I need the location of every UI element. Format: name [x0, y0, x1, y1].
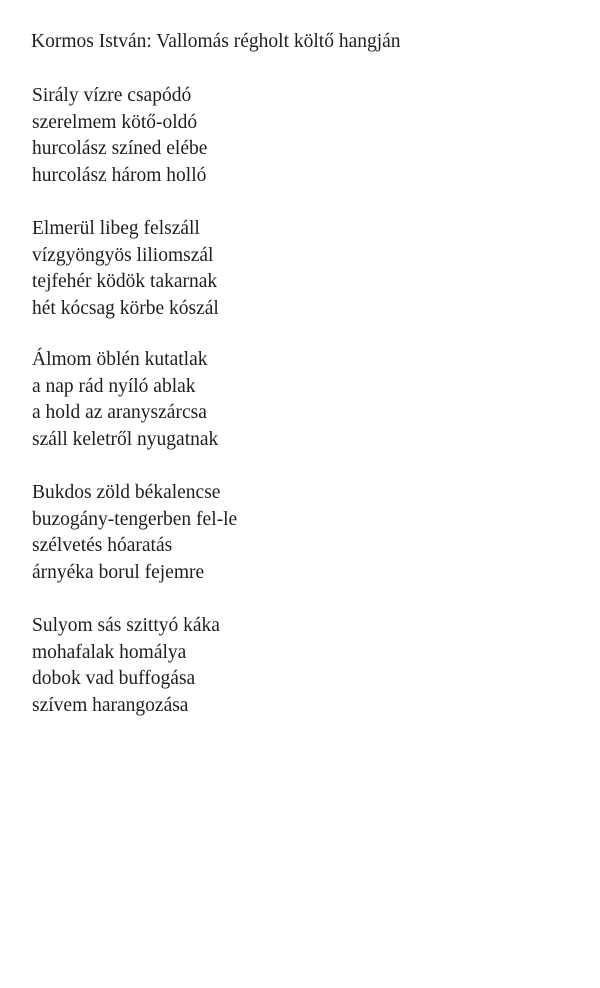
verse-line: tejfehér ködök takarnak: [32, 271, 218, 293]
verse-line: hurcolász színed elébe: [32, 138, 208, 160]
verse-line: mohafalak homálya: [32, 641, 187, 663]
poem-title: Kormos István: Vallomás régholt költő hangján: [31, 31, 401, 52]
verse-line: buzogány-tengerben fel-le: [32, 508, 238, 530]
verse-line: hét kócsag körbe kószál: [32, 297, 219, 319]
verse-line: száll keletről nyugatnak: [32, 428, 219, 450]
stanza-2: [32, 216, 219, 322]
stanza-1: [32, 83, 207, 189]
stanza-5: [32, 613, 220, 719]
verse-line: dobok vad buffogása: [32, 668, 196, 690]
verse-line: a nap rád nyíló ablak: [32, 375, 196, 397]
verse-line: szívem harangozása: [32, 694, 189, 716]
verse-line: hurcolász három holló: [32, 164, 207, 186]
verse-line: vízgyöngyös liliomszál: [32, 244, 214, 266]
stanza-4: [32, 480, 237, 586]
verse-line: Sirály vízre csapódó: [32, 85, 192, 106]
verse-line: szerelmem kötő-oldó: [32, 111, 198, 133]
verse-line: Elmerül libeg felszáll: [32, 218, 200, 239]
verse-line: a hold az aranyszárcsa: [32, 402, 207, 424]
verse-line: Sulyom sás szittyó káka: [32, 615, 220, 636]
verse-line: árnyéka borul fejemre: [32, 561, 205, 583]
verse-line: Álmom öblén kutatlak: [32, 349, 208, 370]
stanza-3: [32, 347, 218, 453]
verse-line: Bukdos zöld békalencse: [32, 482, 221, 503]
verse-line: szélvetés hóaratás: [32, 535, 173, 557]
